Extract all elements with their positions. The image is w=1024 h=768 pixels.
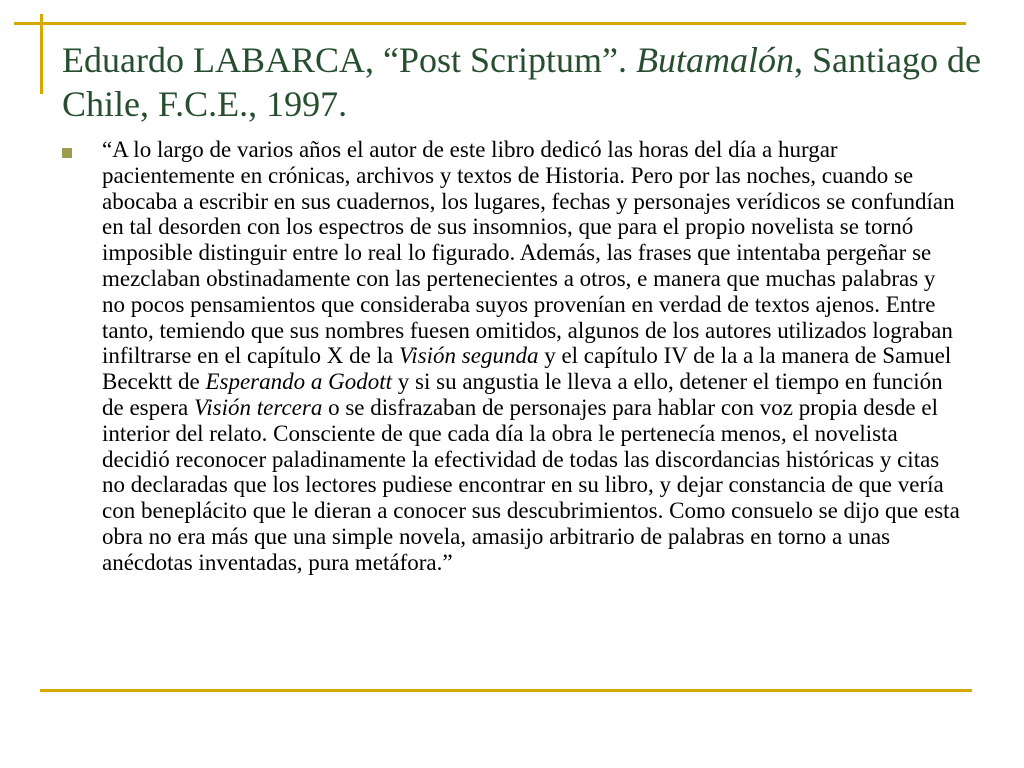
- italic-esperando-a-godott: Esperando a Godott: [205, 369, 393, 395]
- square-bullet-icon: [62, 148, 72, 158]
- title-book: Butamalón: [635, 40, 794, 80]
- quote-paragraph: [102, 137, 960, 576]
- left-rule: [40, 14, 43, 94]
- title-publication: , Santiago de Chile, F.C.E., 1997.: [62, 40, 981, 124]
- bottom-rule: [40, 689, 972, 692]
- top-rule: [14, 22, 966, 25]
- quote-text-3: y si su angustia le lleva a ello, detener el tiempo en función de espera: [102, 369, 943, 420]
- italic-vision-tercera: Visión tercera: [193, 394, 323, 420]
- title-author: Eduardo LABARCA, “Post Scriptum”.: [62, 40, 636, 80]
- slide-title: [62, 38, 982, 126]
- quote-text-4: o se disfrazaban de personajes para hablar con voz propia desde el interior del relato. Consciente de que cada día la obra le pertenecía menos, el novelista decidió reconocer paladinamente la efectividad de todas las discordancias históricas y citas no declaradas que los lectores pudiese encontrar en su libro, y dejar constancia de que vería con beneplácito que le dieran a conocer sus descubrimientos. Como consuelo se dijo que esta obra no era más que una simple novela, amasijo arbitrario de palabras en torno a unas anécdotas inventadas, pura metáfora.”: [102, 394, 960, 575]
- quote-text-1: “A lo largo de varios años el autor de este libro dedicó las horas del día a hurgar pacientemente en crónicas, archivos y textos de Historia. Pero por las noches, cuando se abocaba a escribir en sus cuadernos, los lugares, fechas y personajes verídicos se confundían en tal desorden con los espectros de sus insomnios, que para el propio novelista se tornó imposible distinguir entre lo real lo figurado. Además, las frases que intentaba pergeñar se mezclaban obstinadamente con las pertenecientes a otros, e manera que muchas palabras y no pocos pensamientos que consideraba suyos provenían en verdad de textos ajenos. Entre tanto, temiendo que sus nombres fuesen omitidos, algunos de los autores utilizados lograban infiltrarse en el capítulo X de la: [102, 137, 955, 369]
- italic-vision-segunda: Visión segunda: [398, 343, 539, 369]
- quote-text-2: y el capítulo IV de la a la manera de Samuel Becektt de: [102, 343, 952, 395]
